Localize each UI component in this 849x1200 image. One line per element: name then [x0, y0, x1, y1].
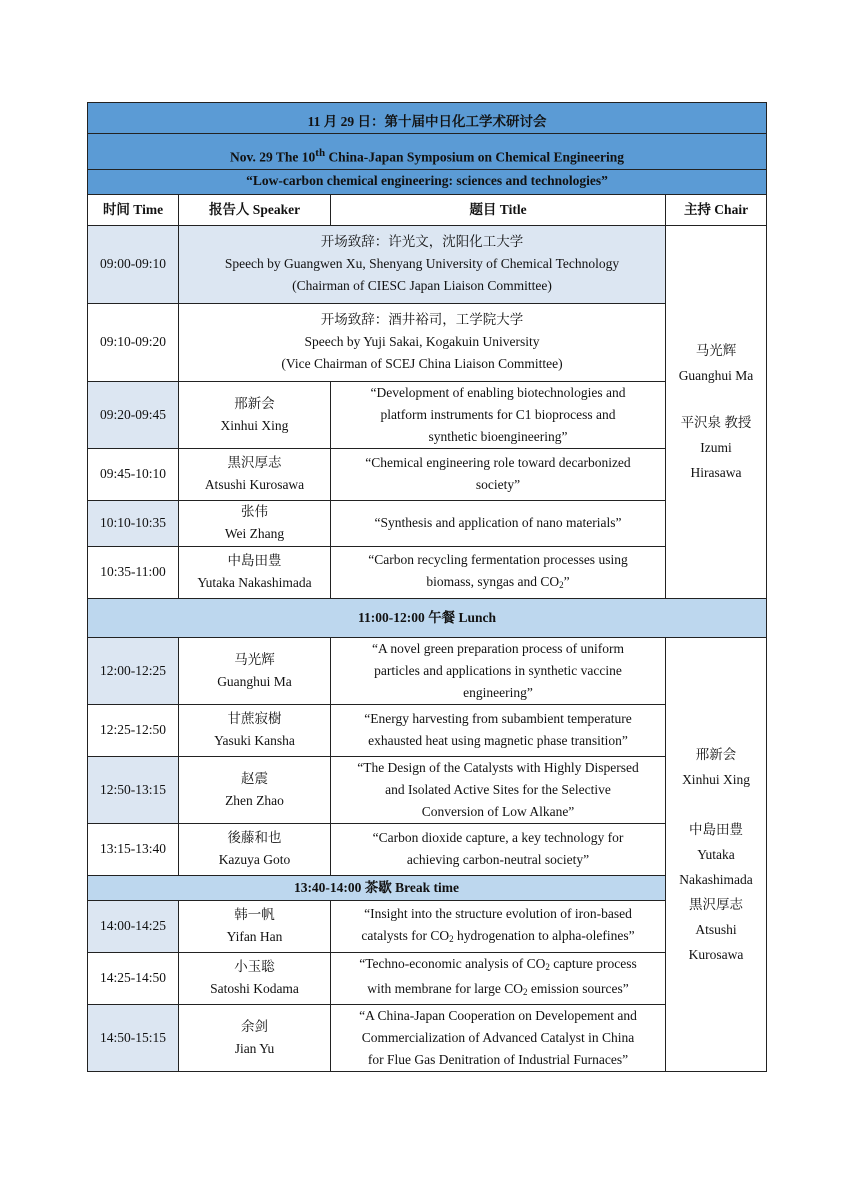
speaker-cell — [179, 546, 331, 598]
opening-speech — [179, 303, 666, 381]
speaker-cn: 张伟 — [241, 504, 268, 519]
table-row — [88, 952, 767, 1004]
title-en-row — [88, 134, 767, 170]
chair-name: 平沢泉 教授 — [680, 415, 752, 430]
title-line: “The Design of the Catalysts with Highly Dispersed — [357, 759, 639, 775]
spacer — [666, 388, 766, 410]
title-cell — [331, 448, 666, 500]
chair-name: 中島田豊 — [689, 821, 743, 837]
time-cell: 14:00-14:25 — [88, 900, 179, 952]
speaker-cn: 邢新会 — [234, 395, 275, 411]
schedule-table — [87, 102, 767, 1072]
lunch-row — [88, 598, 767, 637]
chair-name: Hirasawa — [690, 465, 742, 480]
speaker-cn: 小玉聡 — [234, 959, 275, 974]
chair-name: Xinhui Xing — [682, 771, 750, 787]
table-row — [88, 500, 767, 546]
chair-name: Atsushi — [695, 921, 737, 937]
title-cell — [331, 381, 666, 448]
speaker-cell — [179, 823, 331, 875]
speaker-cell — [179, 900, 331, 952]
title-line: particles and applications in synthetic vaccine — [374, 662, 622, 678]
col-title: 题目 Title — [331, 194, 666, 225]
col-chair: 主持 Chair — [666, 194, 767, 225]
title-line: and Isolated Active Sites for the Selective — [385, 781, 611, 797]
chair-name: Nakashimada — [679, 871, 753, 887]
col-speaker: 报告人 Speaker — [179, 194, 331, 225]
break-row — [88, 875, 767, 900]
title-text: with membrane for large CO — [367, 981, 523, 996]
speaker-en: Guanghui Ma — [217, 673, 292, 689]
title-cell — [331, 1004, 666, 1071]
speaker-cn: 甘蔗寂樹 — [227, 711, 282, 726]
table-row — [88, 546, 767, 598]
title-row — [88, 103, 767, 134]
title-cell — [331, 704, 666, 756]
title-line: “Energy harvesting from subambient temperature — [364, 711, 632, 726]
speaker-en: Xinhui Xing — [220, 417, 289, 433]
speaker-en: Yasuki Kansha — [214, 733, 295, 748]
title-line: exhausted heat using magnetic phase transition” — [368, 733, 628, 748]
title-line — [331, 925, 665, 950]
title-cell — [331, 500, 666, 546]
speaker-cn: 後藤和也 — [227, 830, 282, 845]
table-row — [88, 637, 767, 704]
title-en — [88, 134, 767, 170]
title-line: for Flue Gas Denitration of Industrial Furnaces” — [367, 1051, 629, 1067]
afternoon-chair — [666, 637, 767, 1071]
speaker-en: Kazuya Goto — [218, 852, 291, 867]
chair-name: Guanghui Ma — [678, 368, 754, 383]
col-time: 时间 Time — [88, 194, 179, 225]
time-cell: 10:35-11:00 — [88, 546, 179, 598]
speaker-cell — [179, 1004, 331, 1071]
title-text: hydrogenation to alpha-olefines” — [453, 927, 635, 943]
subscript: 2 — [545, 962, 550, 972]
title-text: emission sources” — [527, 981, 629, 996]
title-line: “Carbon dioxide capture, a key technology for — [372, 830, 624, 845]
time-cell: 09:10-09:20 — [88, 303, 179, 381]
title-en-post: China-Japan Symposium on Chemical Engineering — [325, 149, 624, 165]
table-row — [88, 704, 767, 756]
speaker-cn: 中島田豊 — [227, 553, 282, 568]
speaker-cn: 黒沢厚志 — [227, 455, 282, 470]
speaker-cell — [179, 704, 331, 756]
time-cell: 14:50-15:15 — [88, 1004, 179, 1071]
title-line: “Development of enabling biotechnologies and — [370, 384, 626, 400]
table-row — [88, 756, 767, 823]
chair-name: Izumi — [700, 440, 732, 455]
title-cell — [331, 823, 666, 875]
speaker-cell — [179, 500, 331, 546]
title-line: engineering” — [463, 684, 533, 700]
table-row — [88, 448, 767, 500]
speaker-en: Wei Zhang — [224, 526, 285, 541]
time-cell: 12:25-12:50 — [88, 704, 179, 756]
title-cell — [331, 900, 666, 952]
subscript: 2 — [449, 933, 454, 944]
title-text: catalysts for CO — [361, 927, 450, 943]
title-line — [331, 978, 665, 1003]
title-line: “Carbon recycling fermentation processes using — [368, 551, 628, 567]
speaker-cell — [179, 756, 331, 823]
table-row — [88, 900, 767, 952]
time-cell: 14:25-14:50 — [88, 952, 179, 1004]
theme-row — [88, 169, 767, 194]
speech-line: 开场致辞：酒井裕司，工学院大学 — [320, 312, 524, 327]
speaker-en: Yutaka Nakashimada — [197, 575, 312, 590]
table-row — [88, 303, 767, 381]
table-row — [88, 381, 767, 448]
title-text: capture process — [549, 956, 637, 971]
title-line: “A China-Japan Cooperation on Developement and — [359, 1007, 637, 1023]
title-line: achieving carbon-neutral society” — [406, 852, 590, 867]
chair-name: 邢新会 — [695, 746, 737, 762]
time-cell: 10:10-10:35 — [88, 500, 179, 546]
title-cell — [331, 756, 666, 823]
speaker-en: Zhen Zhao — [225, 792, 284, 808]
speaker-en: Atsushi Kurosawa — [204, 477, 305, 492]
theme: “Low-carbon chemical engineering: sciences and technologies” — [88, 169, 767, 194]
table-row — [88, 823, 767, 875]
title-line: Conversion of Low Alkane” — [421, 803, 575, 819]
title-en-sup: th — [315, 147, 326, 159]
speaker-cell — [179, 952, 331, 1004]
time-cell: 09:45-10:10 — [88, 448, 179, 500]
title-line: “A novel green preparation process of uniform — [372, 640, 624, 656]
table-row — [88, 225, 767, 303]
title-text: “Techno-economic analysis of CO — [359, 956, 546, 971]
chair-name: Kurosawa — [688, 946, 744, 962]
speaker-en: Jian Yu — [234, 1040, 275, 1056]
subscript: 2 — [522, 987, 528, 997]
speaker-cn: 余剑 — [241, 1018, 268, 1034]
speech-line: Speech by Yuji Sakai, Kogakuin University — [304, 334, 540, 349]
chair-name: 黒沢厚志 — [689, 896, 743, 912]
title-line: “Synthesis and application of nano materials” — [374, 515, 622, 530]
title-en-pre: Nov. 29 The 10 — [230, 149, 316, 165]
chair-name: 马光辉 — [695, 343, 737, 358]
column-header-row — [88, 194, 767, 225]
chair-name: Yutaka — [697, 846, 735, 862]
title-line: Commercialization of Advanced Catalyst in China — [361, 1029, 635, 1045]
time-cell: 12:00-12:25 — [88, 637, 179, 704]
title-cell — [331, 637, 666, 704]
title-line: society” — [475, 477, 521, 492]
title-cn: 11 月 29 日：第十届中日化工学术研讨会 — [88, 103, 767, 134]
title-cell — [331, 546, 666, 598]
speaker-cn: 赵震 — [241, 770, 268, 786]
speaker-cn: 韩一帆 — [234, 907, 275, 922]
speaker-cell — [179, 637, 331, 704]
title-line — [331, 953, 665, 978]
spacer — [666, 792, 766, 817]
break-label: 13:40-14:00 茶歇 Break time — [88, 875, 666, 900]
time-cell: 12:50-13:15 — [88, 756, 179, 823]
speaker-cell — [179, 448, 331, 500]
lunch-label: 11:00-12:00 午餐 Lunch — [88, 598, 767, 637]
speech-line: 开场致辞：许光文，沈阳化工大学 — [320, 234, 524, 249]
speech-line: (Chairman of CIESC Japan Liaison Committee) — [292, 278, 552, 293]
time-cell: 09:20-09:45 — [88, 381, 179, 448]
title-line: synthetic bioengineering” — [428, 428, 568, 444]
opening-speech — [179, 225, 666, 303]
speech-line: Speech by Guangwen Xu, Shenyang University of Chemical Technology — [224, 256, 620, 271]
title-line: platform instruments for C1 bioprocess and — [380, 406, 616, 422]
title-line: “Chemical engineering role toward decarbonized — [365, 455, 631, 470]
table-row — [88, 1004, 767, 1071]
time-cell: 13:15-13:40 — [88, 823, 179, 875]
speech-line: (Vice Chairman of SCEJ China Liaison Committee) — [281, 356, 563, 371]
speaker-cn: 马光辉 — [234, 651, 275, 667]
title-line — [331, 571, 665, 596]
time-cell: 09:00-09:10 — [88, 225, 179, 303]
morning-chair — [666, 225, 767, 598]
title-text: biomass, syngas and CO — [426, 573, 560, 589]
speaker-cell — [179, 381, 331, 448]
subscript: 2 — [559, 579, 564, 590]
speaker-en: Yifan Han — [226, 929, 283, 944]
speaker-en: Satoshi Kodama — [210, 981, 299, 996]
title-cell — [331, 952, 666, 1004]
title-text: ” — [563, 573, 570, 589]
title-line: “Insight into the structure evolution of iron-based — [364, 905, 632, 921]
